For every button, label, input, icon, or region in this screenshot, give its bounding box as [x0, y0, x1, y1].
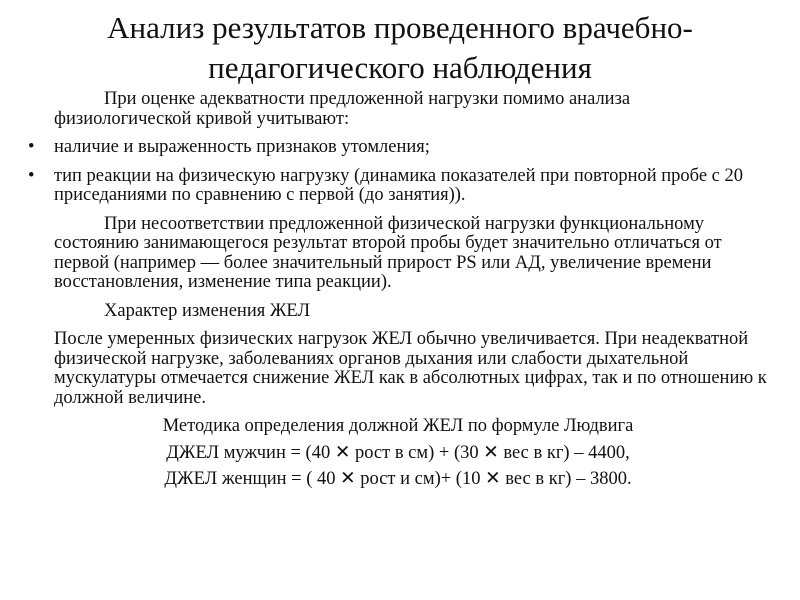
mismatch-text: При несоответствии предложенной физической нагрузки функциональному состоянию занимающегося результат второй пробы будет значительно отличаться от первой (например — более значительный прирост PS или АД, увеличение времени восстановления, изменение типа реакции). — [54, 213, 722, 292]
method-title: Методика определения должной ЖЕЛ по формуле Людвига — [162, 416, 634, 436]
bullet-marker: • — [28, 137, 35, 157]
slide-title — [20, 8, 780, 88]
formula-men: ДЖЕЛ мужчин = (40 ✕ рост в см) + (30 ✕ вес в кг) – 4400, — [166, 442, 630, 463]
slide-body — [24, 90, 772, 497]
title-line-2: педагогического наблюдения — [208, 50, 592, 85]
vc-paragraph — [24, 330, 772, 408]
intro-paragraph — [24, 90, 772, 129]
vc-subheading: Характер изменения ЖЕЛ — [104, 300, 311, 321]
mismatch-paragraph — [24, 215, 772, 293]
formula-women: ДЖЕЛ женщин = ( 40 ✕ рост и см)+ (10 ✕ вес в кг) – 3800. — [164, 469, 632, 489]
bullet-text-fatigue: наличие и выраженность признаков утомления; — [54, 137, 430, 157]
bullet-item-reaction-type — [24, 167, 772, 206]
vc-text: После умеренных физических нагрузок ЖЕЛ обычно увеличивается. При неадекватной физической нагрузке, заболеваниях органов дыхания или слабости дыхательной мускулатуры отмечается снижение ЖЕЛ как в абсолютных цифрах, так и по отношению к должной величине. — [54, 329, 767, 408]
intro-text: При оценке адекватности предложенной нагрузки помимо анализа физиологической кривой учитывают: — [54, 89, 631, 129]
title-line-1: Анализ результатов проведенного врачебно- — [107, 10, 693, 45]
bullet-marker: • — [28, 165, 35, 186]
bullet-item-fatigue — [24, 138, 772, 158]
bullet-text-reaction-type: тип реакции на физическую нагрузку (динамика показателей при повторной пробе с 20 приседаниями по сравнению с первой (до занятия)). — [54, 165, 743, 205]
